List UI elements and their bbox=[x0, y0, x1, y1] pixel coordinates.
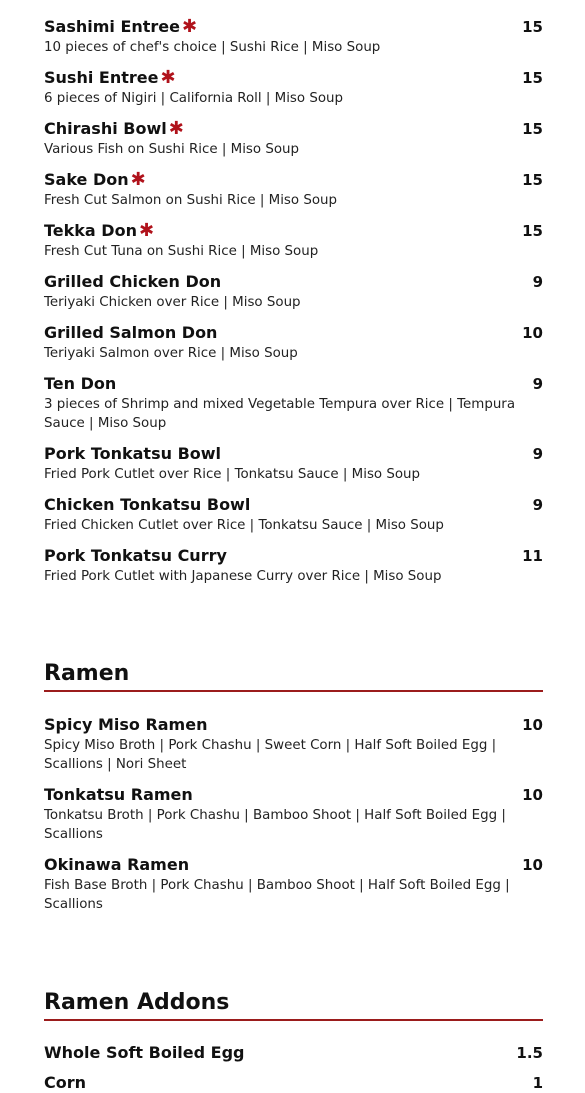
item-description: Spicy Miso Broth | Pork Chashu | Sweet Corn | Half Soft Boiled Egg | Scallions | Nori Sheet bbox=[44, 738, 497, 772]
menu-item-pork-tonkatsu-bowl bbox=[44, 444, 543, 484]
item-description: Teriyaki Salmon over Rice | Miso Soup bbox=[44, 346, 298, 361]
item-name: Sushi Entree bbox=[44, 68, 159, 87]
menu-item-ten-don bbox=[44, 374, 543, 433]
menu-item-whole-soft-boiled-egg bbox=[44, 1043, 543, 1063]
menu-item-sake-don bbox=[44, 170, 543, 210]
section-divider bbox=[44, 690, 543, 692]
item-name: Grilled Chicken Don bbox=[44, 272, 222, 291]
item-description: Fish Base Broth | Pork Chashu | Bamboo Shoot | Half Soft Boiled Egg | Scallions bbox=[44, 878, 510, 912]
section-divider bbox=[44, 1019, 543, 1021]
section-title: Ramen bbox=[44, 661, 130, 686]
item-price: 10 bbox=[522, 324, 543, 342]
section-ramen-addons bbox=[44, 989, 543, 1021]
menu-item-pork-tonkatsu-curry bbox=[44, 546, 543, 586]
item-price: 15 bbox=[522, 120, 543, 138]
item-name: Sake Don bbox=[44, 170, 129, 189]
item-price: 1.5 bbox=[516, 1044, 543, 1062]
item-name: Spicy Miso Ramen bbox=[44, 715, 208, 734]
menu-item-grilled-salmon-don bbox=[44, 323, 543, 363]
menu-item-chicken-tonkatsu-bowl bbox=[44, 495, 543, 535]
item-description: Teriyaki Chicken over Rice | Miso Soup bbox=[44, 295, 301, 310]
item-description: Tonkatsu Broth | Pork Chashu | Bamboo Shoot | Half Soft Boiled Egg | Scallions bbox=[44, 808, 506, 842]
raw-fish-icon: ✱ bbox=[168, 118, 184, 139]
item-name: Chirashi Bowl bbox=[44, 119, 167, 138]
raw-fish-icon: ✱ bbox=[138, 220, 155, 241]
item-name: Sashimi Entree bbox=[44, 17, 181, 36]
raw-fish-icon: ✱ bbox=[160, 67, 176, 88]
item-description: Fresh Cut Salmon on Sushi Rice | Miso Soup bbox=[44, 193, 338, 208]
item-name: Grilled Salmon Don bbox=[44, 323, 218, 342]
menu-item-tonkatsu-ramen bbox=[44, 785, 543, 844]
menu-item-sashimi-entree bbox=[44, 17, 543, 57]
item-price: 9 bbox=[532, 445, 543, 463]
item-name: Okinawa Ramen bbox=[44, 855, 190, 874]
item-description: 6 pieces of Nigiri | California Roll | Miso Soup bbox=[44, 91, 344, 106]
menu-item-spicy-miso-ramen bbox=[44, 715, 543, 774]
item-description: 3 pieces of Shrimp and mixed Vegetable Tempura over Rice | Tempura Sauce | Miso Soup bbox=[44, 397, 516, 431]
item-price: 9 bbox=[532, 496, 543, 514]
item-price: 15 bbox=[522, 18, 543, 36]
item-price: 10 bbox=[522, 716, 543, 734]
section-ramen bbox=[44, 660, 543, 692]
item-name: Pork Tonkatsu Curry bbox=[44, 546, 227, 565]
raw-fish-icon: ✱ bbox=[182, 16, 198, 37]
item-name: Chicken Tonkatsu Bowl bbox=[44, 495, 251, 514]
item-price: 9 bbox=[532, 375, 543, 393]
item-price: 10 bbox=[522, 786, 543, 804]
item-price: 15 bbox=[522, 171, 543, 189]
menu-item-corn bbox=[44, 1073, 543, 1093]
raw-fish-icon: ✱ bbox=[130, 169, 146, 190]
item-price: 9 bbox=[532, 273, 543, 291]
item-description: Various Fish on Sushi Rice | Miso Soup bbox=[44, 142, 300, 157]
section-title: Ramen Addons bbox=[44, 990, 230, 1015]
item-price: 10 bbox=[522, 856, 543, 874]
menu-item-okinawa-ramen bbox=[44, 855, 543, 914]
item-price: 15 bbox=[522, 222, 543, 240]
item-description: Fried Pork Cutlet with Japanese Curry over Rice | Miso Soup bbox=[44, 569, 442, 584]
item-name: Corn bbox=[44, 1073, 87, 1092]
item-name: Tekka Don bbox=[44, 221, 137, 240]
item-description: Fresh Cut Tuna on Sushi Rice | Miso Soup bbox=[44, 244, 319, 259]
item-name: Ten Don bbox=[44, 374, 117, 393]
item-name: Pork Tonkatsu Bowl bbox=[44, 444, 222, 463]
menu-item-tekka-don bbox=[44, 221, 543, 261]
item-description: 10 pieces of chef's choice | Sushi Rice | Miso Soup bbox=[44, 40, 381, 55]
item-price: 11 bbox=[522, 547, 543, 565]
item-name: Whole Soft Boiled Egg bbox=[44, 1043, 245, 1062]
item-description: Fried Chicken Cutlet over Rice | Tonkatsu Sauce | Miso Soup bbox=[44, 518, 444, 533]
menu-item-chirashi-bowl bbox=[44, 119, 543, 159]
item-price: 15 bbox=[522, 69, 543, 87]
item-description: Fried Pork Cutlet over Rice | Tonkatsu Sauce | Miso Soup bbox=[44, 467, 421, 482]
menu-item-grilled-chicken-don bbox=[44, 272, 543, 312]
menu-item-sushi-entree bbox=[44, 68, 543, 108]
item-price: 1 bbox=[532, 1074, 543, 1092]
item-name: Tonkatsu Ramen bbox=[44, 785, 193, 804]
